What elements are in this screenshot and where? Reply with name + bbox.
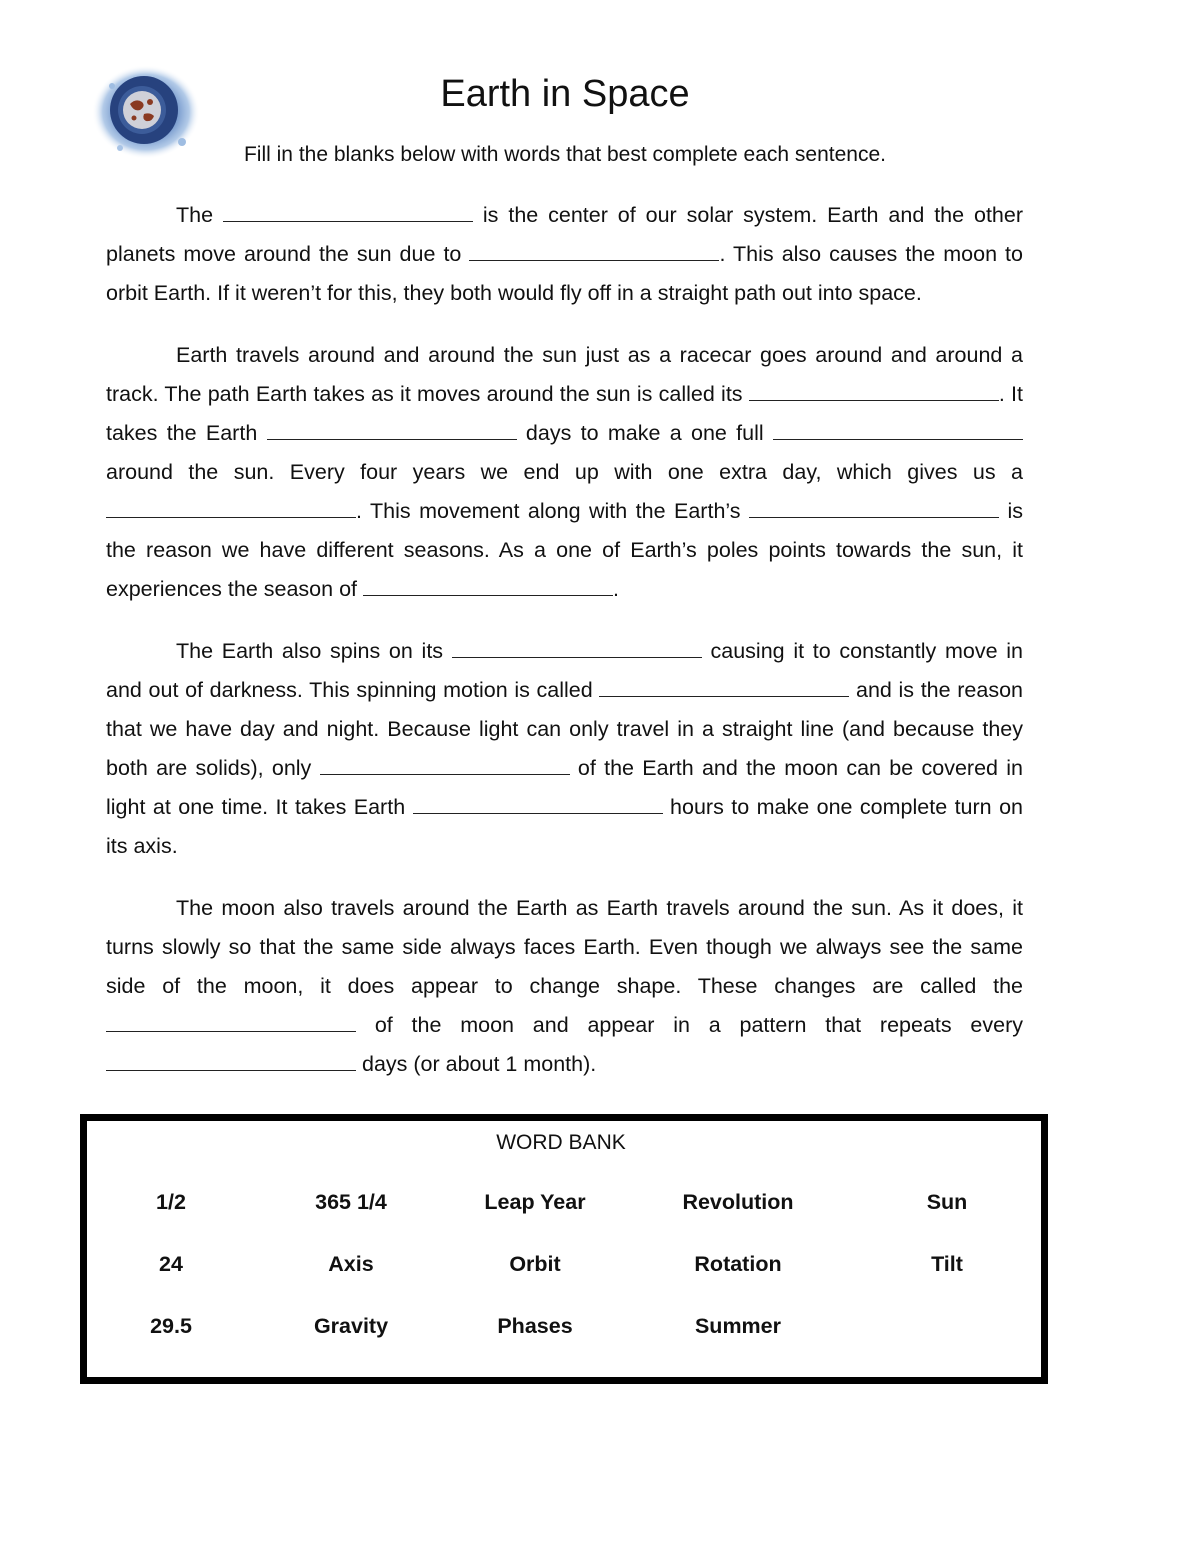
- answer-blank[interactable]: [106, 1013, 356, 1032]
- word-bank-word: Gravity: [313, 1314, 389, 1338]
- answer-blank[interactable]: [267, 421, 517, 440]
- answer-blank[interactable]: [320, 756, 570, 775]
- answer-blank[interactable]: [773, 421, 1023, 440]
- text-segment: .: [612, 577, 619, 601]
- answer-blank[interactable]: [749, 382, 999, 401]
- word-bank-word: Phases: [497, 1314, 573, 1338]
- page-title: Earth in Space: [440, 73, 690, 115]
- word-bank-title: WORD BANK: [496, 1131, 626, 1154]
- text-segment: around the sun. Every four years we end up with one extra day, which gives us a: [106, 460, 1023, 484]
- word-bank-word: Leap Year: [484, 1190, 586, 1214]
- answer-blank[interactable]: [452, 639, 702, 658]
- text-segment: of the Earth and the moon can be covered in light at one time. It takes Earth: [106, 756, 1023, 819]
- text-segment: of the moon and appear in a pattern that repeats every: [374, 1013, 1023, 1037]
- word-bank-word: Orbit: [509, 1252, 561, 1276]
- instructions: Fill in the blanks below with words that best complete each sentence.: [243, 143, 886, 166]
- text-segment: causing it to constantly move in and out of darkness. This spinning motion is called: [106, 639, 1023, 702]
- paragraph-sun-gravity: [106, 196, 1023, 313]
- text-segment: The: [176, 203, 214, 227]
- word-bank-word: Summer: [694, 1314, 782, 1338]
- answer-blank[interactable]: [469, 242, 719, 261]
- word-bank-word: 1/2: [156, 1190, 186, 1214]
- worksheet-body: [106, 196, 1023, 1107]
- word-bank-word: Rotation: [694, 1252, 782, 1276]
- word-bank-word: 24: [159, 1252, 183, 1276]
- text-segment: and is the reason that we have day and night. Because light can only travel in a straight line (and because they both are solids), only: [106, 678, 1023, 780]
- word-bank-word: Sun: [926, 1190, 968, 1214]
- text-segment: Earth travels around and around the sun just as a racecar goes around and around a track. The path Earth takes as it moves around the sun is called its: [106, 343, 1023, 406]
- answer-blank[interactable]: [599, 678, 849, 697]
- paragraph-axis-rotation: [106, 632, 1023, 866]
- word-bank: [80, 1114, 1048, 1384]
- answer-blank[interactable]: [223, 203, 473, 222]
- text-segment: The moon also travels around the Earth as Earth travels around the sun. As it does, it turns slowly so that the same side always faces Earth. Even though we always see the same side of the moon, it does appear to change shape. These changes are called the: [106, 896, 1023, 998]
- text-segment: is the center of our solar system. Earth and the other planets move around the sun due to: [106, 203, 1023, 266]
- word-bank-word: Axis: [328, 1252, 374, 1276]
- word-bank-word: Revolution: [682, 1190, 794, 1214]
- text-segment: . This also causes the moon to orbit Earth. If it weren’t for this, they both would fly off in a straight path out into space.: [106, 242, 1023, 305]
- answer-blank[interactable]: [363, 577, 613, 596]
- word-bank-row: [87, 1311, 1041, 1373]
- text-segment: days to make a one full: [525, 421, 764, 445]
- word-bank-word: Tilt: [931, 1252, 963, 1276]
- text-segment: is the reason we have different seasons. As a one of Earth’s poles points towards the sun, it experiences the season of: [106, 499, 1023, 601]
- paragraph-orbit-revolution: [106, 336, 1023, 609]
- text-segment: . It takes the Earth: [106, 382, 1023, 445]
- text-segment: hours to make one complete turn on its axis.: [106, 795, 1023, 858]
- paragraph-moon-phases: [106, 889, 1023, 1084]
- text-segment: days (or about 1 month).: [361, 1052, 597, 1076]
- text-segment: . This movement along with the Earth’s: [356, 499, 741, 523]
- answer-blank[interactable]: [106, 499, 356, 518]
- word-bank-row: [87, 1249, 1041, 1311]
- word-bank-word: 365 1/4: [315, 1190, 387, 1214]
- word-bank-word: 29.5: [150, 1314, 192, 1338]
- word-bank-grid: [87, 1187, 1041, 1373]
- answer-blank[interactable]: [106, 1052, 356, 1071]
- text-segment: The Earth also spins on its: [176, 639, 444, 663]
- answer-blank[interactable]: [413, 795, 663, 814]
- word-bank-row: [87, 1187, 1041, 1249]
- answer-blank[interactable]: [749, 499, 999, 518]
